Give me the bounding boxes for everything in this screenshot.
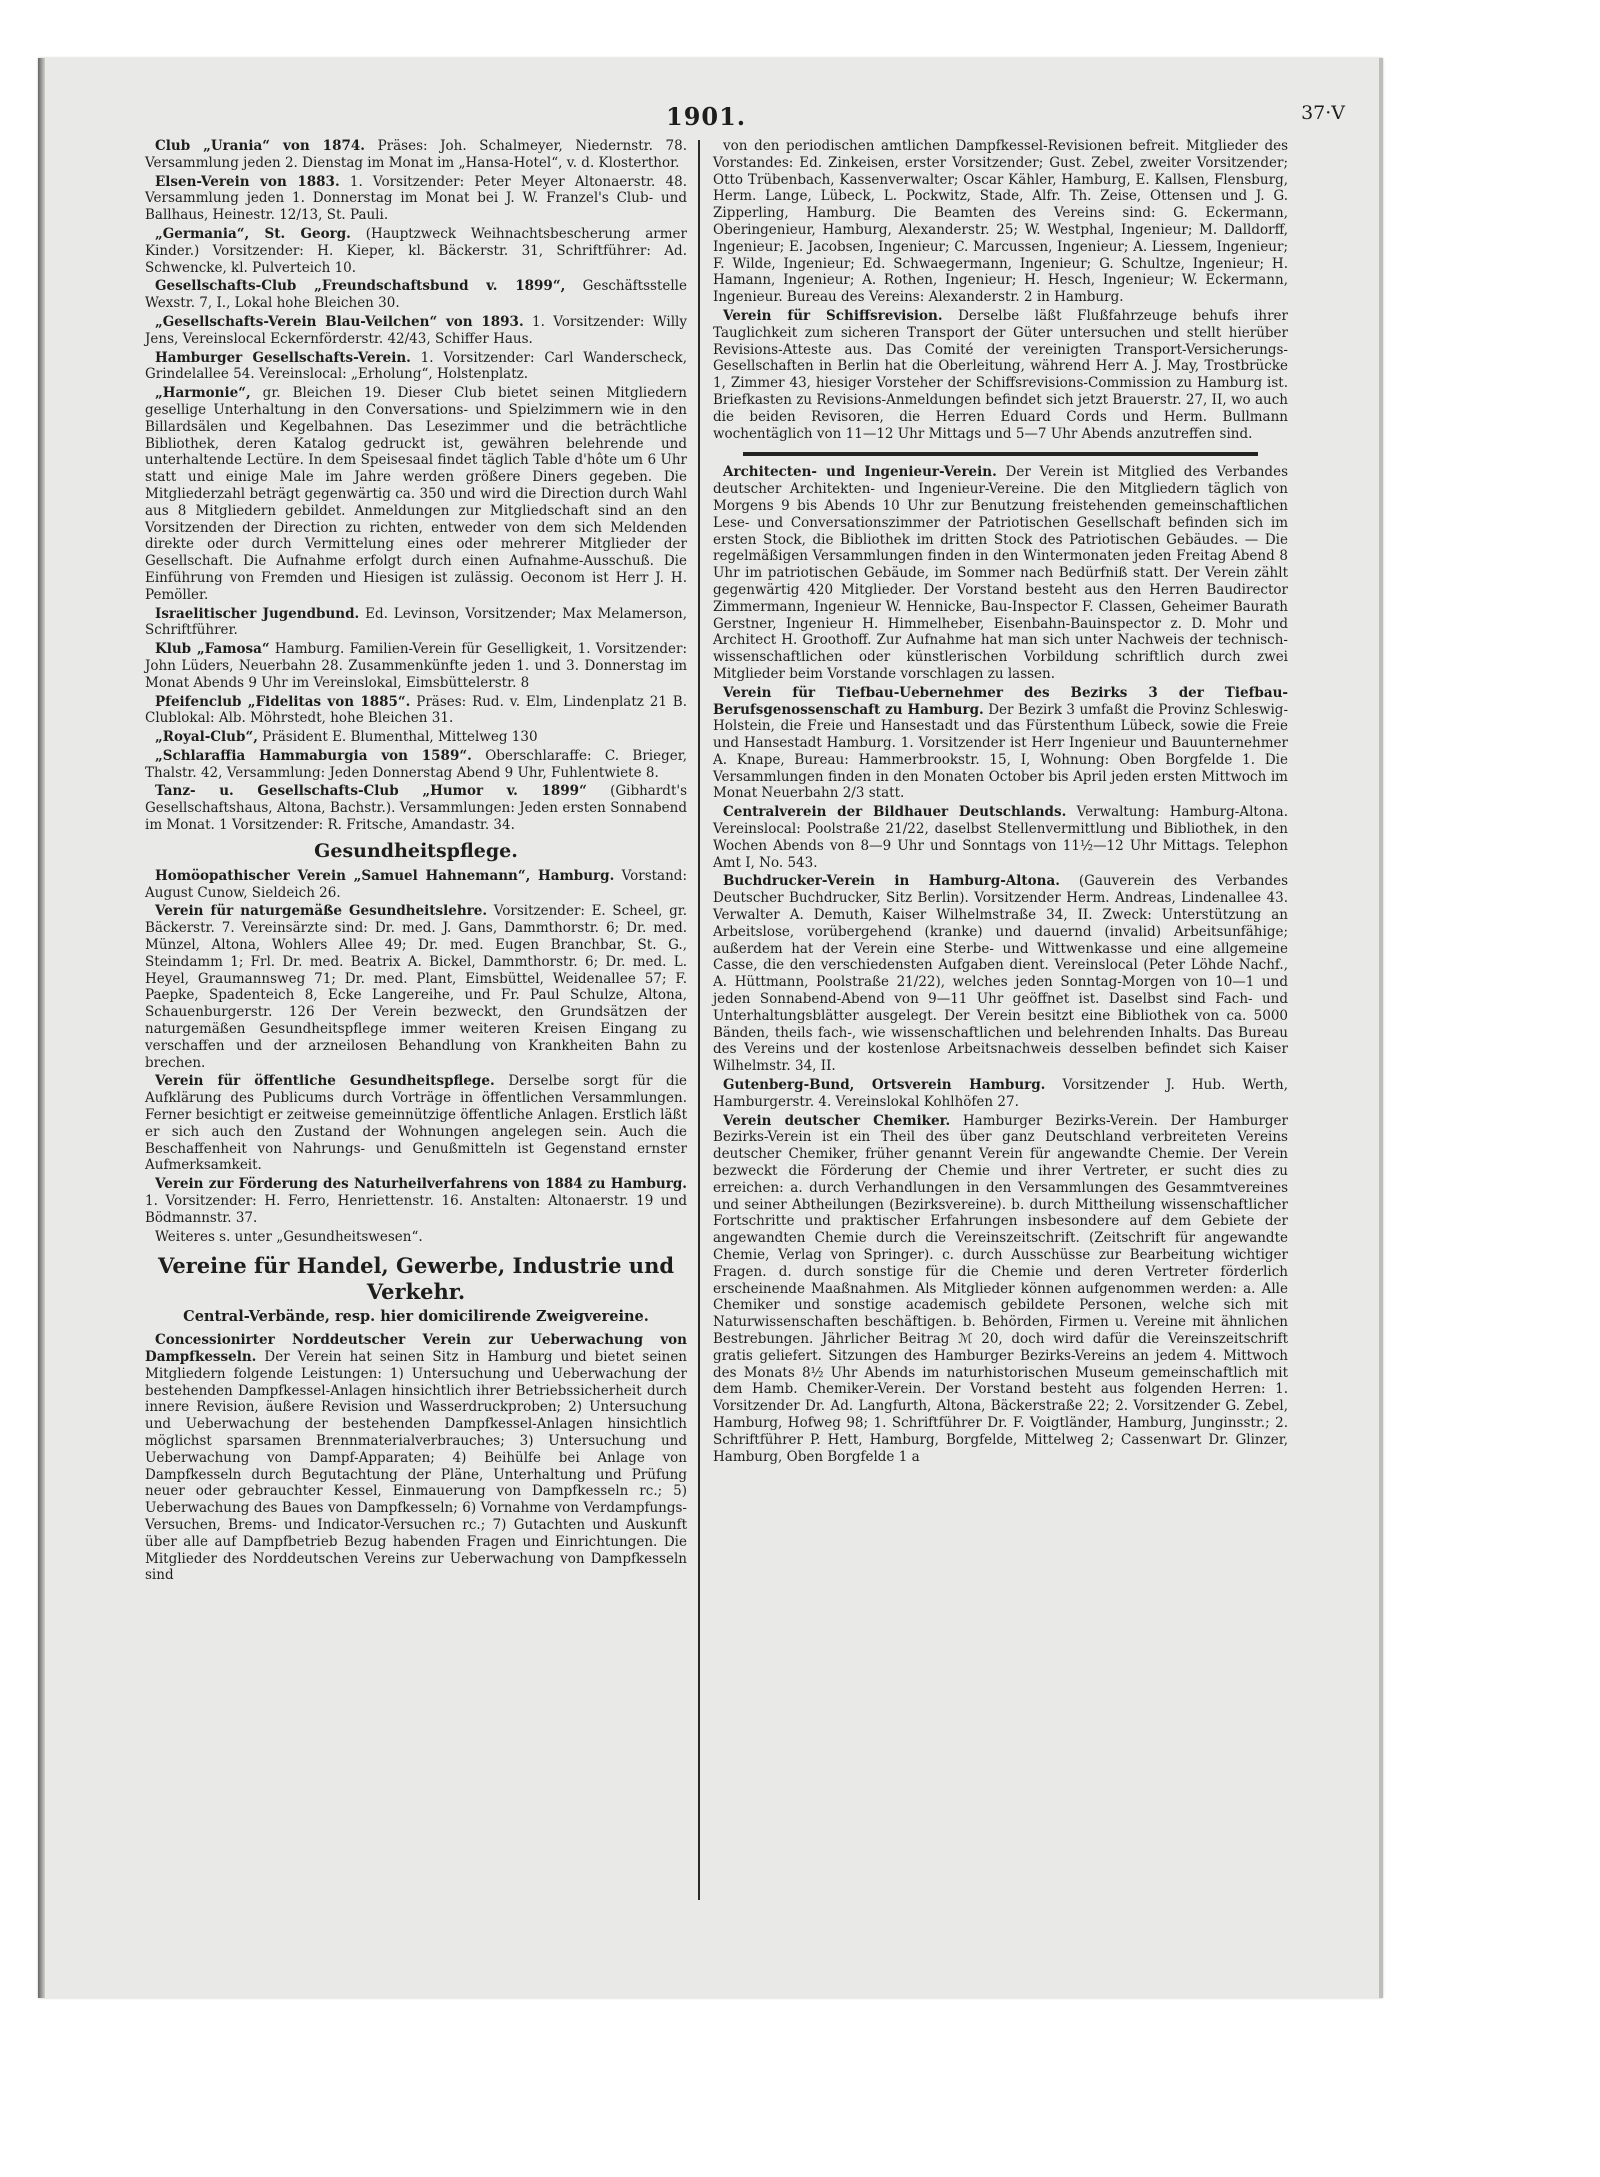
directory-entry	[145, 278, 687, 312]
entry-heading: Verein deutscher Chemiker.	[723, 1112, 951, 1129]
running-head	[38, 102, 1383, 132]
directory-entry	[145, 868, 687, 902]
entry-heading: Elsen-Verein von 1883.	[155, 173, 340, 190]
entry-heading: „Harmonie“,	[155, 385, 251, 402]
directory-entry	[713, 1077, 1288, 1111]
entry-heading: Club „Urania“ von 1874.	[155, 138, 365, 154]
right-column	[713, 138, 1288, 1467]
directory-entry	[713, 1113, 1288, 1466]
entry-body: 1. Vorsitzender: Carl Wanderscheck, Grindelallee 54. Vereinslocal: „Erholung“, Holstenplatz.	[145, 349, 687, 383]
entry-body: Derselbe läßt Flußfahrzeuge behufs ihrer Tauglichkeit zum sicheren Transport der Güter untersuchen und stellt hierüber Revisions-Atteste aus. Das Comité der vereinigten Transport-Versicherungs-Gesellschaften in Berlin hat die Oberleitung, während Herr A. J. May, Trostbrücke 1, Zimmer 43, hiesiger Vorsteher der Schiffsrevisions-Commission zu Hamburg ist. Briefkasten zu Revisions-Anmeldungen befindet sich jetzt Brauerstr. 27, II, wo auch die beiden Revisoren, die Herren Eduard Cords und Herm. Bullmann wochentäglich von 11—12 Uhr Mittags und 5—7 Uhr Abends anzutreffen sind.	[713, 307, 1288, 442]
entry-body: Präsident E. Blumenthal, Mittelweg 130	[262, 729, 538, 746]
entry-body: Geschäftsstelle Wexstr. 7, I., Lokal hohe Bleichen 30.	[145, 278, 687, 312]
directory-entry	[145, 385, 687, 603]
directory-entry	[713, 308, 1288, 442]
entry-heading: Verein für öffentliche Gesundheitspflege.	[155, 1073, 495, 1090]
directory-entry	[713, 873, 1288, 1075]
directory-entry	[713, 138, 1288, 306]
subsection-heading: Central-Verbände, resp. hier domicilirende Zweigvereine.	[183, 1308, 649, 1326]
page-number: 37·V	[1301, 102, 1345, 124]
entry-heading: Centralverein der Bildhauer Deutschlands.	[723, 804, 1067, 821]
entry-heading: Gutenberg-Bund, Ortsverein Hamburg.	[723, 1077, 1046, 1094]
entry-body: Weiteres s. unter „Gesundheitswesen“.	[155, 1228, 423, 1245]
entry-body: Hamburger Bezirks-Verein. Der Hamburger Bezirks-Verein ist ein Theil des über ganz Deutschland verbreiteten Vereins deutscher Chemiker, früher genannt Verein für angewandte Chemie. Der Verein bezweckt die Förderung der Chemie und ihrer Vertreter, er sucht dies zu erreichen: a. durch Verhandlungen in den Versammlungen des Gesammtvereines und seiner Abtheilungen (Bezirksvereine). b. durch Mittheilung wissenschaftlicher Fortschritte und praktischer Erfahrungen insbesondere auf dem Gebiete der angewandten Chemie durch die Vereinszeitschrift. (Zeitschrift für angewandte Chemie, Verlag von Springer). c. durch Ausschüsse zur Bearbeitung wichtiger Fragen. d. durch sonstige für die Chemie und deren Vertreter förderlich erscheinende Maaßnahmen. Als Mitglieder können aufgenommen werden: a. Alle Chemiker und sonstige academisch gebildete Personen, welche sich mit Naturwissenschaften beschäftigen. b. Behörden, Firmen u. Vereine mit ähnlichen Bestrebungen. Jährlicher Beitrag ℳ 20, doch wird dafür die Vereinszeitschrift gratis geliefert. Sitzungen des Hamburger Bezirks-Vereins an jedem 4. Mittwoch des Monats 8½ Uhr Abends im naturhistorischen Museum gemeinschaftlich mit dem Hamb. Chemiker-Verein. Der Vorstand besteht aus folgenden Herren: 1. Vorsitzender Dr. Ad. Langfurth, Altona, Bäckerstraße 22; 2. Vorsitzender G. Zebel, Hamburg, Hofweg 98; 1. Schriftführer Dr. F. Voigtländer, Hamburg, Junginsstr.; 2. Schriftführer P. Hett, Hamburg, Borgfelde, Mittelweg 2; Cassenwart Dr. Glinzer, Hamburg, Oben Borgfelde 1 a	[713, 1112, 1288, 1465]
entry-heading: Pfeifenclub „Fidelitas von 1885“.	[155, 693, 411, 710]
page-year: 1901.	[666, 102, 747, 131]
entry-body: Präses: Rud. v. Elm, Lindenplatz 21 B. Clublokal: Alb. Möhrstedt, hohe Bleichen 31.	[145, 693, 688, 727]
entry-heading: Verein zur Förderung des Naturheilverfahrens von 1884 zu Hamburg.	[155, 1176, 687, 1193]
directory-entry	[145, 226, 687, 276]
directory-entry	[145, 1229, 687, 1246]
directory-entry	[145, 138, 687, 172]
entry-heading: Hamburger Gesellschafts-Verein.	[155, 349, 411, 366]
entry-body: (Hauptzweck Weihnachtsbescherung armer Kinder.) Vorsitzender: H. Kieper, kl. Bäckerstr. 31, Schriftführer: Ad. Schwencke, kl. Pulverteich 10.	[145, 225, 687, 276]
entry-heading: Buchdrucker-Verein in Hamburg-Altona.	[723, 873, 1060, 890]
entry-body: (Gauverein des Verbandes Deutscher Buchdrucker, Sitz Berlin). Vorsitzender Herm. Andreas, Lindenallee 43. Verwalter A. Demuth, Kaiser Wilhelmstraße 34, II. Zweck: Unterstützung an Arbeitslose, vorübergehend (kranke) und dauernd (invalid) Arbeitsunfähige; außerdem hat der Verein eine Sterbe- und Wittwenkasse und eine allgemeine Casse, die den verschiedensten Aufgaben dient. Vereinslocal (Peter Löhde Nachf., A. Hüttmann, Poolstraße 21/22), welches jeden Sonntag-Morgen von 10—1 und jeden Sonnabend-Abend von 9—11 Uhr geöffnet ist. Daselbst sind Fach- und Unterhaltungsblätter ausgelegt. Der Verein besitzt eine Bibliothek von ca. 5000 Bänden, theils fach-, wie wissenschaftlichen und belehrenden Inhalts. Das Bureau des Vereins und der kostenlose Arbeitsnachweis desselben befindet sich Kaiser Wilhelmstr. 34, II.	[713, 873, 1289, 1075]
column-divider	[698, 140, 700, 1900]
entry-heading: Tanz- u. Gesellschafts-Club „Humor v. 1899“	[155, 783, 587, 800]
directory-entry	[145, 1176, 687, 1226]
entry-body: (Gibhardt's Gesellschaftshaus, Altona, Bachstr.). Versammlungen: Jeden ersten Sonnabend im Monat. 1 Vorsitzender: R. Fritsche, Amandastr. 34.	[145, 783, 688, 834]
entry-heading: Verein für Tiefbau-Uebernehmer des Bezirks 3 der Tiefbau-Berufsgenossenschaft zu Hamburg.	[713, 684, 1288, 718]
entry-heading: Verein für Schiffsrevision.	[723, 307, 943, 324]
entry-body: Oberschlaraffe: C. Brieger, Thalstr. 42, Versammlung: Jeden Donnerstag Abend 9 Uhr, Fuhlentwiete 8.	[145, 747, 688, 781]
entry-body: Verwaltung: Hamburg-Altona. Vereinslocal: Poolstraße 21/22, daselbst Stellenvermittlung und Bibliothek, in den Wochen Abends von 8—9 Uhr und Sonntags von 11½—12 Uhr Mittags. Telephon Amt I, No. 543.	[713, 804, 1288, 871]
entry-body: Ed. Levinson, Vorsitzender; Max Melamerson, Schriftführer.	[145, 605, 688, 639]
directory-entry	[145, 314, 687, 348]
entry-heading: „Royal-Club“,	[155, 729, 258, 746]
directory-entry	[145, 903, 687, 1071]
section-heading: Gesundheitspflege.	[314, 839, 518, 862]
directory-entry	[145, 748, 687, 782]
page-edge	[1379, 58, 1383, 1998]
entry-body: Vorsitzender J. Hub. Werth, Hamburgerstr. 4. Vereinslokal Kohlhöfen 27.	[713, 1077, 1288, 1110]
entry-body: Hamburg. Familien-Verein für Geselligkeit, 1. Vorsitzender: John Lüders, Neuerbahn 28. Zusammenkünfte jeden 1. und 3. Donnerstag im Monat Abends 9 Uhr im Vereinslokal, Eimsbüttelerstr. 8	[145, 641, 687, 691]
directory-entry	[145, 1073, 687, 1174]
entry-body: Vorstand: August Cunow, Sieldeich 26.	[145, 867, 687, 901]
entry-body: Der Verein hat seinen Sitz in Hamburg und bietet seinen Mitgliedern folgende Leistungen: 1) Untersuchung und Ueberwachung der bestehenden Dampfkessel-Anlagen hinsichtlich ihrer Betriebssicherheit durch innere Revision, äußere Revision und Wasserdruckproben; 2) Untersuchung und Ueberwachung der bestehenden Dampfkessel-Anlagen hinsichtlich möglichst sparsamen Brennmaterialverbrauches; 3) Untersuchung und Ueberwachung von Dampf-Apparaten; 4) Beihülfe bei Anlage von Dampfkesseln durch Begutachtung der Pläne, Unterhaltung und Prüfung neuer oder gebrauchter Kessel, Einmauerung von Dampfkesseln rc.; 5) Ueberwachung des Baues von Dampfkesseln; 6) Vornahme von Verdampfungs-Versuchen, Brems- und Indicator-Versuchen rc.; 7) Gutachten und Auskunft über alle auf Dampfbetrieb Bezug habenden Fragen und Einrichtungen. Die Mitglieder des Norddeutschen Vereins zur Ueberwachung von Dampfkesseln sind	[145, 1349, 688, 1584]
entry-heading: Verein für naturgemäße Gesundheitslehre.	[155, 903, 488, 920]
entry-body: 1. Vorsitzender: Peter Meyer Altonaerstr. 48. Versammlung jeden 1. Donnerstag im Monat bei J. W. Franzel's Club- und Ballhaus, Heinestr. 12/13, St. Pauli.	[145, 173, 687, 224]
directory-entry	[145, 1332, 687, 1584]
entry-body: 1. Vorsitzender: H. Ferro, Henriettenstr. 16. Anstalten: Altonaerstr. 19 und Bödmannstr. 37.	[145, 1193, 687, 1226]
directory-entry	[145, 694, 687, 728]
entry-body: Vorsitzender: E. Scheel, gr. Bäckerstr. 7. Vereinsärzte sind: Dr. med. J. Gans, Dammthorstr. 6; Dr. med. Münzel, Altona, Wohlers Allee 49; Dr. med. Eugen Branchbar, St. G., Steindamm 1; Frl. Dr. med. Beatrix A. Bickel, Dammthorstr. 6; Dr. med. L. Heyel, Graumannsweg 71; Dr. med. Plant, Eimsbüttel, Weidenallee 57; F. Paepke, Spadenteich 8, Ecke Langereihe, und Fr. Paul Schulze, Altona, Schauenburgerstr. 126 Der Verein bezweckt, den Grundsätzen der naturgemäßen Gesundheitspflege immer weiteren Kreisen Eingang zu verschaffen und der arzneilosen Behandlung von Krankheiten Bahn zu brechen.	[145, 903, 688, 1071]
entry-heading: Israelitischer Jugendbund.	[155, 605, 360, 622]
entry-body: Der Bezirk 3 umfaßt die Provinz Schleswig-Holstein, die Freie und Hansestadt und das Fürstenthum Lübeck, sowie die Freie und Hansestadt Hamburg. 1. Vorsitzender ist Herr Ingenieur und Bauunternehmer A. Knape, Bureau: Hammerbrookstr. 15, I, Wohnung: Oben Borgfelde 1. Die Versammlungen finden in den Monaten October bis April jeden ersten Mittwoch im Monat Neuerbahn 2/3 statt.	[713, 701, 1289, 802]
directory-entry	[713, 464, 1288, 682]
entry-heading: „Germania“, St. Georg.	[155, 225, 351, 242]
entry-heading: Concessionirter Norddeutscher Verein zur Ueberwachung von Dampfkesseln.	[145, 1332, 687, 1365]
entry-body: 1. Vorsitzender: Willy Jens, Vereinslocal Eckernförderstr. 42/43, Schiffer Haus.	[145, 313, 687, 347]
entry-heading: Architecten- und Ingenieur-Verein.	[723, 464, 997, 481]
directory-entry	[145, 783, 687, 833]
page-spine-shadow	[38, 58, 45, 1998]
section-heading: Vereine für Handel, Gewerbe, Industrie und Verkehr.	[157, 1253, 675, 1305]
entry-body: gr. Bleichen 19. Dieser Club bietet seinen Mitgliedern gesellige Unterhaltung in den Conversations- und Spielzimmern wie in den Billardsälen und Kegelbahnen. Das Lesezimmer und die beträchtliche Bibliothek, deren Katalog gedruckt ist, gewähren belehrende und unterhaltende Lectüre. In dem Speisesaal findet täglich Table d'hôte um 6 Uhr statt und einige Male im Jahre werden größere Diners gegeben. Die Mitgliederzahl beträgt gegenwärtig ca. 350 und wird die Direction durch Wahl aus 8 Mitgliedern gebildet. Anmeldungen zur Mitgliedschaft sind an den Vorsitzenden der Direction zu richten, entweder von dem sich Meldenden direkte oder durch Vermittelung eines oder mehrerer Mitglieder der Gesellschaft. Die Aufnahme erfolgt durch einen Aufnahme-Ausschuß. Die Einführung von Fremden und Hiesigen ist zulässig. Oeconom ist Herr J. H. Pemöller.	[145, 385, 687, 603]
directory-entry	[713, 685, 1288, 803]
directory-entry	[145, 729, 687, 746]
entry-body: Präses: Joh. Schalmeyer, Niedernstr. 78. Versammlung jeden 2. Dienstag im Monat im „Hansa-Hotel“, v. d. Klosterthor.	[145, 138, 687, 171]
entry-heading: Homöopathischer Verein „Samuel Hahnemann“, Hamburg.	[155, 867, 615, 884]
entry-body: von den periodischen amtlichen Dampfkessel-Revisionen befreit. Mitglieder des Vorstandes: Ed. Zinkeisen, erster Vorsitzender; Gust. Zebel, zweiter Vorsitzender; Otto Trübenbach, Kassenverwalter; Oscar Kähler, Hamburg, E. Kallsen, Flensburg, Herm. Lange, Lübeck, L. Pockwitz, Stade, Alfr. Th. Zeise, Ottensen und J. G. Zipperling, Hamburg. Die Beamten des Vereins sind: G. Eckermann, Oberingenieur, Hamburg, Alexanderstr. 25; W. Westphal, Ingenieur; M. Dalldorff, Ingenieur; E. Jacobsen, Ingenieur; C. Marcussen, Ingenieur; A. Liessem, Ingenieur; F. Wilde, Ingenieur; Ed. Schwaegermann, Ingenieur; G. Schultze, Ingenieur; H. Hamann, Ingenieur; A. Rothen, Ingenieur; H. Hesch, Ingenieur; W. Eckermann, Ingenieur. Bureau des Vereins: Alexanderstr. 2 in Hamburg.	[713, 138, 1288, 306]
entry-heading: Gesellschafts-Club „Freundschaftsbund v. 1899“,	[155, 278, 566, 295]
section-rule	[743, 452, 1258, 456]
left-column	[145, 138, 687, 1586]
scanned-page	[38, 58, 1383, 1998]
directory-entry	[713, 804, 1288, 871]
directory-entry	[145, 641, 687, 691]
entry-body: Der Verein ist Mitglied des Verbandes deutscher Architekten- und Ingenieur-Vereine. Die den Mitgliedern täglich von Morgens 9 bis Abends 10 Uhr zur Benutzung freistehenden gemeinschaftlichen Lese- und Conversationszimmer der Patriotischen Gesellschaft befinden sich im ersten Stock, die Bibliothek im dritten Stock des Patriotischen Gebäudes. — Die regelmäßigen Versammlungen finden in den Wintermonaten jeden Freitag Abend 8 Uhr im patriotischen Gebäude, im Sommer nach Bedürfniß statt. Der Verein zählt gegenwärtig 420 Mitglieder. Der Vorstand besteht aus den Herren Baudirector Zimmermann, Ingenieur W. Hennicke, Bau-Inspector F. Classen, Geheimer Baurath Gerstner, Ingenieur H. Himmelheber, Eisenbahn-Bauinspector z. D. Mohr und Architect H. Groothoff. Zur Aufnahme hat man sich unter Nachweis der technisch-wissenschaftlichen oder künstlerischen Vorbildung schriftlich durch zwei Mitglieder beim Vorstande vorschlagen zu lassen.	[713, 464, 1288, 682]
directory-entry	[145, 174, 687, 224]
entry-heading: „Schlaraffia Hammaburgia von 1589“.	[155, 747, 472, 764]
entry-heading: „Gesellschafts-Verein Blau-Veilchen“ von 1893.	[155, 313, 524, 330]
entry-heading: Klub „Famosa“	[155, 641, 270, 658]
entry-body: Derselbe sorgt für die Aufklärung des Publicums durch Vorträge in öffentlichen Versammlungen. Ferner besichtigt er zeitweise gemeinnützige öffentliche Anlagen. Erstlich läßt er sich auch den Zustand der Wohnungen angelegen sein. Auch die Beschaffenheit von Nahrungs- und Genußmitteln ist Gegenstand ernster Aufmerksamkeit.	[145, 1073, 688, 1174]
directory-entry	[145, 606, 687, 640]
directory-entry	[145, 350, 687, 384]
